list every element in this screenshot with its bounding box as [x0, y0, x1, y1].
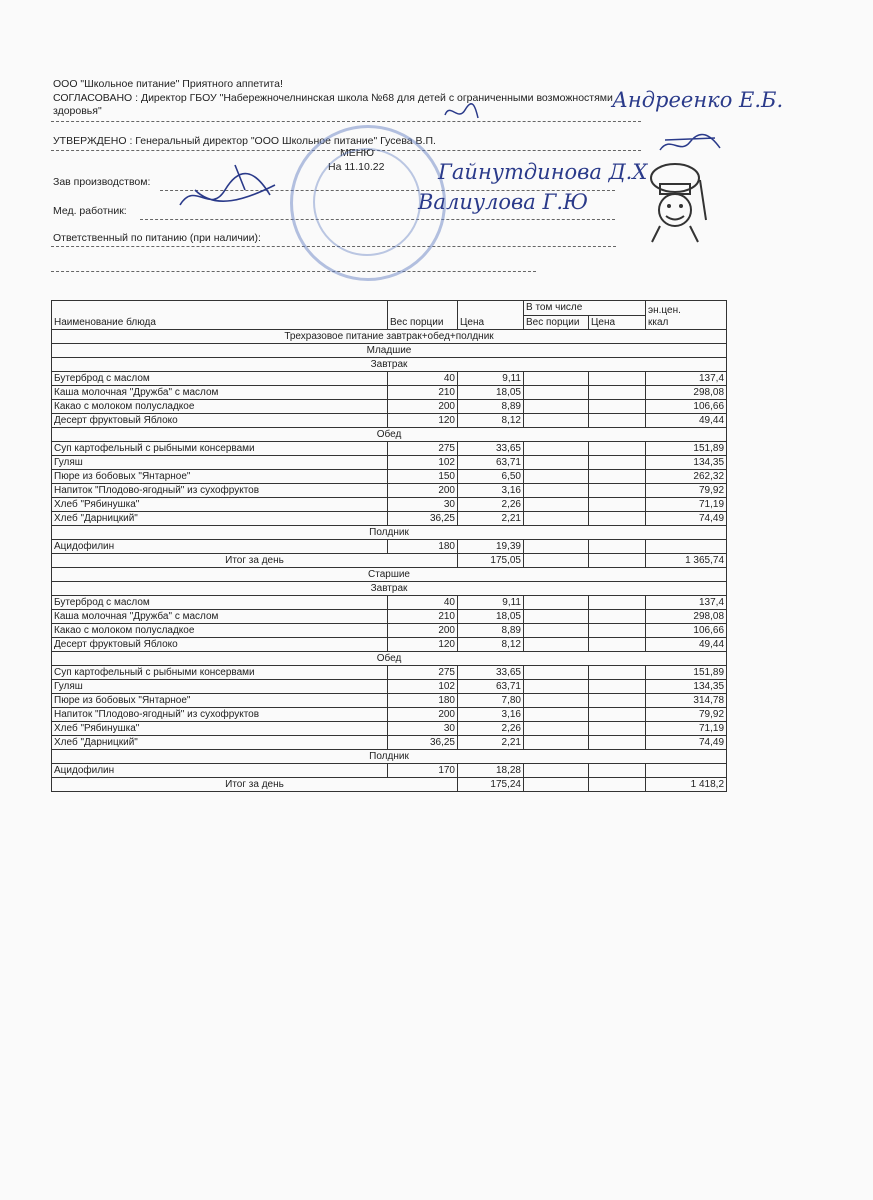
table-row	[52, 540, 727, 554]
table-row	[52, 694, 727, 708]
dish-kcal: 74,49	[646, 512, 727, 526]
table-header-row	[52, 301, 727, 316]
dish-sub-price	[589, 512, 646, 526]
dish-portion: 40	[388, 372, 458, 386]
dish-sub-portion	[524, 610, 589, 624]
header-energy-line1: эн.цен.	[648, 305, 681, 316]
dish-price: 2,21	[458, 736, 524, 750]
table-row	[52, 736, 727, 750]
meal-label: Обед	[52, 652, 727, 666]
dish-price: 6,50	[458, 470, 524, 484]
dish-portion: 200	[388, 484, 458, 498]
dish-name: Хлеб "Дарницкий"	[52, 512, 388, 526]
dish-name: Ацидофилин	[52, 764, 388, 778]
dish-name: Суп картофельный с рыбными консервами	[52, 442, 388, 456]
dish-kcal: 106,66	[646, 400, 727, 414]
dish-sub-portion	[524, 680, 589, 694]
dish-name: Каша молочная "Дружба" с маслом	[52, 610, 388, 624]
dish-portion: 30	[388, 498, 458, 512]
dish-sub-price	[589, 400, 646, 414]
total-price: 175,05	[458, 554, 524, 568]
dish-portion: 102	[388, 456, 458, 470]
dish-portion: 200	[388, 624, 458, 638]
dish-kcal	[646, 764, 727, 778]
dish-sub-portion	[524, 764, 589, 778]
table-row	[52, 666, 727, 680]
dish-sub-portion	[524, 694, 589, 708]
dish-price: 8,89	[458, 400, 524, 414]
meal-row	[52, 358, 727, 372]
dish-kcal: 137,4	[646, 596, 727, 610]
meal-label: Завтрак	[52, 582, 727, 596]
dish-name: Какао с молоком полусладкое	[52, 400, 388, 414]
dish-price: 2,26	[458, 722, 524, 736]
role-medic: Мед. работник:	[53, 205, 127, 217]
dish-sub-portion	[524, 442, 589, 456]
dish-sub-price	[589, 624, 646, 638]
header-energy-line2: ккал	[648, 317, 669, 328]
dish-sub-price	[589, 442, 646, 456]
dish-name: Пюре из бобовых "Янтарное"	[52, 694, 388, 708]
total-sub-portion	[524, 778, 589, 792]
role-responsible: Ответственный по питанию (при наличии):	[53, 232, 261, 244]
dish-price: 33,65	[458, 666, 524, 680]
dish-price: 63,71	[458, 680, 524, 694]
total-row	[52, 778, 727, 792]
dish-portion: 102	[388, 680, 458, 694]
dish-sub-price	[589, 638, 646, 652]
dish-name: Каша молочная "Дружба" с маслом	[52, 386, 388, 400]
signature-scribble	[175, 160, 285, 220]
role-production: Зав производством:	[53, 176, 151, 188]
dish-sub-portion	[524, 386, 589, 400]
dish-portion: 275	[388, 666, 458, 680]
total-kcal: 1 365,74	[646, 554, 727, 568]
dish-sub-price	[589, 694, 646, 708]
dish-sub-portion	[524, 540, 589, 554]
dish-kcal: 298,08	[646, 610, 727, 624]
signature-director: Андреенко Е.Б.	[612, 88, 784, 112]
dish-sub-portion	[524, 414, 589, 428]
dish-price: 9,11	[458, 372, 524, 386]
table-row	[52, 456, 727, 470]
dish-sub-price	[589, 498, 646, 512]
group-row	[52, 344, 727, 358]
table-row	[52, 442, 727, 456]
dish-price: 3,16	[458, 484, 524, 498]
header-portion: Вес порции	[388, 301, 458, 330]
dish-sub-portion	[524, 638, 589, 652]
dish-kcal: 71,19	[646, 722, 727, 736]
dish-sub-price	[589, 736, 646, 750]
dish-kcal: 74,49	[646, 736, 727, 750]
dish-price: 3,16	[458, 708, 524, 722]
dish-portion: 180	[388, 540, 458, 554]
dish-name: Какао с молоком полусладкое	[52, 624, 388, 638]
dish-name: Суп картофельный с рыбными консервами	[52, 666, 388, 680]
meal-label: Обед	[52, 428, 727, 442]
dish-sub-price	[589, 764, 646, 778]
org-line: ООО "Школьное питание" Приятного аппетита!	[53, 78, 283, 90]
total-label: Итог за день	[52, 554, 458, 568]
dish-sub-portion	[524, 624, 589, 638]
group-label: Старшие	[52, 568, 727, 582]
signature-approver	[655, 130, 725, 160]
dish-price: 33,65	[458, 442, 524, 456]
dish-kcal: 79,92	[646, 708, 727, 722]
dish-kcal: 314,78	[646, 694, 727, 708]
dish-sub-price	[589, 708, 646, 722]
dish-name: Пюре из бобовых "Янтарное"	[52, 470, 388, 484]
dish-name: Бутерброд с маслом	[52, 372, 388, 386]
table-row	[52, 610, 727, 624]
divider	[51, 121, 641, 122]
dish-price: 8,89	[458, 624, 524, 638]
dish-name: Хлеб "Дарницкий"	[52, 736, 388, 750]
dish-sub-price	[589, 372, 646, 386]
dish-sub-portion	[524, 400, 589, 414]
dish-name: Напиток "Плодово-ягодный" из сухофруктов	[52, 708, 388, 722]
dish-portion: 275	[388, 442, 458, 456]
dish-sub-price	[589, 540, 646, 554]
dish-sub-price	[589, 386, 646, 400]
total-row	[52, 554, 727, 568]
table-row	[52, 372, 727, 386]
meal-plan-label: Трехразовое питание завтрак+обед+полдник	[52, 330, 727, 344]
dish-portion: 120	[388, 638, 458, 652]
group-row	[52, 568, 727, 582]
table-row	[52, 764, 727, 778]
meal-label: Полдник	[52, 750, 727, 764]
total-label: Итог за день	[52, 778, 458, 792]
dish-price: 9,11	[458, 596, 524, 610]
dish-kcal: 151,89	[646, 666, 727, 680]
total-sub-price	[589, 778, 646, 792]
dish-sub-portion	[524, 708, 589, 722]
header-energy	[646, 301, 727, 330]
meal-row	[52, 582, 727, 596]
dish-sub-portion	[524, 666, 589, 680]
dish-kcal: 134,35	[646, 680, 727, 694]
dish-portion: 210	[388, 610, 458, 624]
dish-kcal: 49,44	[646, 414, 727, 428]
dish-kcal	[646, 540, 727, 554]
total-kcal: 1 418,2	[646, 778, 727, 792]
dish-price: 7,80	[458, 694, 524, 708]
dish-price: 2,21	[458, 512, 524, 526]
header-price: Цена	[458, 301, 524, 330]
dish-price: 8,12	[458, 638, 524, 652]
table-row	[52, 722, 727, 736]
dish-kcal: 79,92	[646, 484, 727, 498]
table-row	[52, 414, 727, 428]
dish-price: 18,05	[458, 386, 524, 400]
dish-sub-price	[589, 456, 646, 470]
dish-name: Ацидофилин	[52, 540, 388, 554]
dish-sub-price	[589, 722, 646, 736]
table-row	[52, 708, 727, 722]
dish-sub-portion	[524, 722, 589, 736]
dish-name: Бутерброд с маслом	[52, 596, 388, 610]
dish-sub-portion	[524, 736, 589, 750]
dish-kcal: 106,66	[646, 624, 727, 638]
dish-sub-portion	[524, 596, 589, 610]
dish-sub-portion	[524, 372, 589, 386]
dish-kcal: 137,4	[646, 372, 727, 386]
dish-name: Десерт фруктовый Яблоко	[52, 414, 388, 428]
dish-portion: 30	[388, 722, 458, 736]
dish-portion: 200	[388, 400, 458, 414]
menu-date: На 11.10.22	[328, 161, 385, 173]
header-sub-portion: Вес порции	[524, 315, 589, 330]
signature-line	[51, 271, 536, 272]
dish-kcal: 134,35	[646, 456, 727, 470]
dish-sub-portion	[524, 484, 589, 498]
table-row	[52, 596, 727, 610]
dish-sub-portion	[524, 512, 589, 526]
table-row	[52, 498, 727, 512]
total-sub-portion	[524, 554, 589, 568]
agreed-line-2: здоровья"	[53, 105, 102, 117]
table-row	[52, 400, 727, 414]
header-sub-price: Цена	[589, 315, 646, 330]
dish-kcal: 71,19	[646, 498, 727, 512]
approved-line: УТВЕРЖДЕНО : Генеральный директор "ООО Школьное питание" Гусева В.П.	[53, 135, 436, 147]
dish-price: 18,05	[458, 610, 524, 624]
dish-portion: 36,25	[388, 512, 458, 526]
menu-title: МЕНЮ	[340, 147, 374, 159]
dish-portion: 40	[388, 596, 458, 610]
table-row	[52, 638, 727, 652]
total-price: 175,24	[458, 778, 524, 792]
dish-sub-portion	[524, 498, 589, 512]
dish-name: Гуляш	[52, 456, 388, 470]
dish-price: 8,12	[458, 414, 524, 428]
dish-name: Хлеб "Рябинушка"	[52, 498, 388, 512]
dish-sub-price	[589, 610, 646, 624]
menu-table	[51, 300, 727, 792]
dish-portion: 200	[388, 708, 458, 722]
meal-row	[52, 750, 727, 764]
dish-portion: 170	[388, 764, 458, 778]
dish-sub-price	[589, 414, 646, 428]
dish-name: Десерт фруктовый Яблоко	[52, 638, 388, 652]
header-name: Наименование блюда	[52, 301, 388, 330]
dish-sub-portion	[524, 470, 589, 484]
meal-plan-row	[52, 330, 727, 344]
meal-row	[52, 652, 727, 666]
group-label: Младшие	[52, 344, 727, 358]
total-sub-price	[589, 554, 646, 568]
dish-portion: 210	[388, 386, 458, 400]
dish-price: 63,71	[458, 456, 524, 470]
dish-kcal: 151,89	[646, 442, 727, 456]
meal-label: Полдник	[52, 526, 727, 540]
dish-portion: 120	[388, 414, 458, 428]
agreed-line: СОГЛАСОВАНО : Директор ГБОУ "Набережночелнинская школа №68 для детей с ограниченными возможностями	[53, 92, 613, 104]
meal-label: Завтрак	[52, 358, 727, 372]
table-row	[52, 386, 727, 400]
meal-row	[52, 526, 727, 540]
dish-price: 19,39	[458, 540, 524, 554]
dish-kcal: 298,08	[646, 386, 727, 400]
table-row	[52, 624, 727, 638]
dish-price: 18,28	[458, 764, 524, 778]
dish-sub-portion	[524, 456, 589, 470]
signature-initial	[440, 100, 480, 125]
table-row	[52, 512, 727, 526]
dish-price: 2,26	[458, 498, 524, 512]
dish-portion: 150	[388, 470, 458, 484]
dish-sub-price	[589, 470, 646, 484]
meal-row	[52, 428, 727, 442]
dish-portion: 180	[388, 694, 458, 708]
dish-name: Хлеб "Рябинушка"	[52, 722, 388, 736]
signature-medic: Валиулова Г.Ю	[418, 190, 589, 214]
signature-production: Гайнутдинова Д.Х	[438, 160, 648, 184]
header-including: В том числе	[524, 301, 646, 316]
chef-icon	[640, 160, 715, 245]
dish-sub-price	[589, 680, 646, 694]
dish-sub-price	[589, 666, 646, 680]
dish-kcal: 49,44	[646, 638, 727, 652]
dish-name: Напиток "Плодово-ягодный" из сухофруктов	[52, 484, 388, 498]
dish-sub-price	[589, 484, 646, 498]
dish-kcal: 262,32	[646, 470, 727, 484]
dish-name: Гуляш	[52, 680, 388, 694]
table-row	[52, 470, 727, 484]
table-row	[52, 680, 727, 694]
dish-portion: 36,25	[388, 736, 458, 750]
table-row	[52, 484, 727, 498]
dish-sub-price	[589, 596, 646, 610]
